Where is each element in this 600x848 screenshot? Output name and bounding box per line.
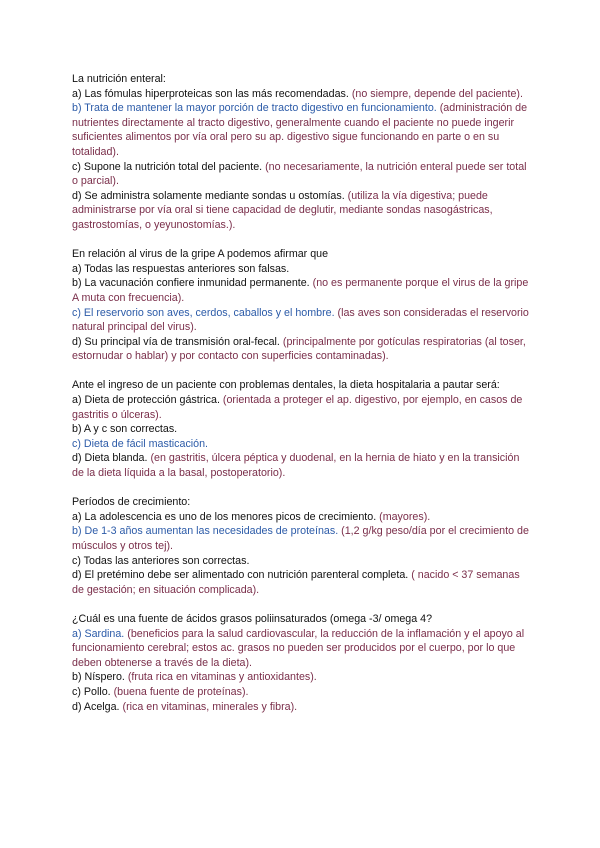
question-stem: En relación al virus de la gripe A podemos afirmar que [72, 248, 329, 261]
answer-text: d) Acelga. [72, 700, 120, 713]
answer-option [72, 524, 532, 553]
question-stem: Períodos de crecimiento: [72, 496, 191, 509]
answer-text: d) El pretémino debe ser alimentado con nutrición parenteral completa. [72, 569, 409, 582]
correct-answer-text: c) Dieta de fácil masticación. [72, 437, 209, 450]
answer-option [72, 87, 532, 102]
answer-text: a) Las fómulas hiperproteicas son las más recomendadas. [72, 87, 349, 100]
answer-note: (utiliza la vía digestiva; puede administrarse por vía oral si tiene capacidad de deglutir, mediante sondas nasogástricas, gastrostomías, o yeyunostomías.). [72, 189, 493, 231]
answer-note: (fruta rica en vitaminas y antioxidantes). [127, 671, 317, 684]
answer-option [72, 262, 532, 277]
document-content [72, 72, 532, 729]
answer-note: (no es permanente porque el virus de la gripe A muta con frecuencia). [72, 277, 529, 304]
answer-text: c) Supone la nutrición total del paciente. [72, 160, 263, 173]
answer-option [72, 306, 532, 335]
answer-option [72, 101, 532, 159]
answer-text: b) A y c son correctas. [72, 423, 178, 436]
answer-note: (en gastritis, úlcera péptica y duodenal, en la hernia de hiato y en la transición de la dieta líquida a la basal, postoperatorio). [72, 452, 520, 480]
answer-option [72, 189, 532, 233]
answer-option [72, 670, 532, 685]
answer-note: (no siempre, depende del paciente). [351, 87, 523, 100]
answer-text: d) Se administra solamente mediante sondas u ostomías. [72, 189, 345, 202]
answer-text: c) Todas las anteriores son correctas. [72, 554, 250, 567]
answer-note: (beneficios para la salud cardiovascular, la reducción de la inflamación y el apoyo al funcionamiento cerebral; estos ac. grasos no pueden ser producidos por el cuerpo, por lo que deben obtenerse a través de la dieta). [72, 627, 525, 669]
answer-option [72, 685, 532, 700]
answer-note: (las aves son consideradas el reservorio natural principal del virus). [72, 306, 529, 334]
answer-option [72, 627, 532, 671]
answer-text: d) Su principal vía de transmisión oral-fecal. [72, 335, 280, 348]
question-stem: Ante el ingreso de un paciente con problemas dentales, la dieta hospitalaria a pautar será: [72, 379, 500, 392]
question-stem: ¿Cuál es una fuente de ácidos grasos poliinsaturados (omega -3/ omega 4? [72, 612, 433, 625]
answer-option [72, 422, 532, 437]
answer-text: a) Dieta de protección gástrica. [72, 394, 220, 407]
correct-answer-text: b) Trata de mantener la mayor porción de tracto digestivo en funcionamiento. [72, 102, 437, 115]
question-block [72, 612, 532, 714]
answer-option [72, 393, 532, 422]
answer-option [72, 276, 532, 305]
question-block [72, 495, 532, 597]
answer-note: (orientada a proteger el ap. digestivo, por ejemplo, en casos de gastritis o úlceras). [72, 394, 523, 421]
answer-note: (principalmente por gotículas respiratorias (al toser, estornudar o hablar) y por contacto con superficies contaminadas). [72, 335, 526, 363]
answer-note: (no necesariamente, la nutrición enteral puede ser total o parcial). [72, 160, 527, 188]
question-block [72, 72, 532, 233]
answer-note: (1,2 g/kg peso/día por el crecimiento de músculos y otros tej). [72, 525, 529, 552]
answer-text: c) Pollo. [72, 685, 111, 698]
answer-note: ( nacido < 37 semanas de gestación; en situación complicada). [72, 569, 520, 596]
answer-note: (mayores). [379, 510, 431, 523]
answer-option [72, 700, 532, 715]
correct-answer-text: c) El reservorio son aves, cerdos, caballos y el hombre. [72, 306, 335, 319]
answer-option [72, 510, 532, 525]
correct-answer-text: b) De 1-3 años aumentan las necesidades de proteínas. [72, 525, 339, 538]
answer-text: d) Dieta blanda. [72, 452, 148, 465]
answer-option [72, 160, 532, 189]
answer-option [72, 568, 532, 597]
answer-option [72, 554, 532, 569]
answer-option [72, 451, 532, 480]
question-block [72, 378, 532, 480]
correct-answer-text: a) Sardina. [72, 627, 125, 640]
answer-text: a) La adolescencia es uno de los menores picos de crecimiento. [72, 510, 377, 523]
answer-text: b) La vacunación confiere inmunidad permanente. [72, 277, 310, 290]
question-stem: La nutrición enteral: [72, 73, 166, 85]
answer-text: a) Todas las respuestas anteriores son falsas. [72, 262, 290, 275]
answer-option [72, 437, 532, 452]
answer-note: (rica en vitaminas, minerales y fibra). [122, 700, 298, 713]
answer-note: (administración de nutrientes directamente al tracto digestivo, generalmente cuando el paciente no puede ingerir suficientes alimentos por vía oral pero su ap. digestivo sigue funcionando en parte o en su totalidad). [72, 102, 528, 158]
answer-note: (buena fuente de proteínas). [113, 685, 249, 698]
answer-option [72, 335, 532, 364]
answer-text: b) Níspero. [72, 671, 125, 684]
question-block [72, 247, 532, 364]
